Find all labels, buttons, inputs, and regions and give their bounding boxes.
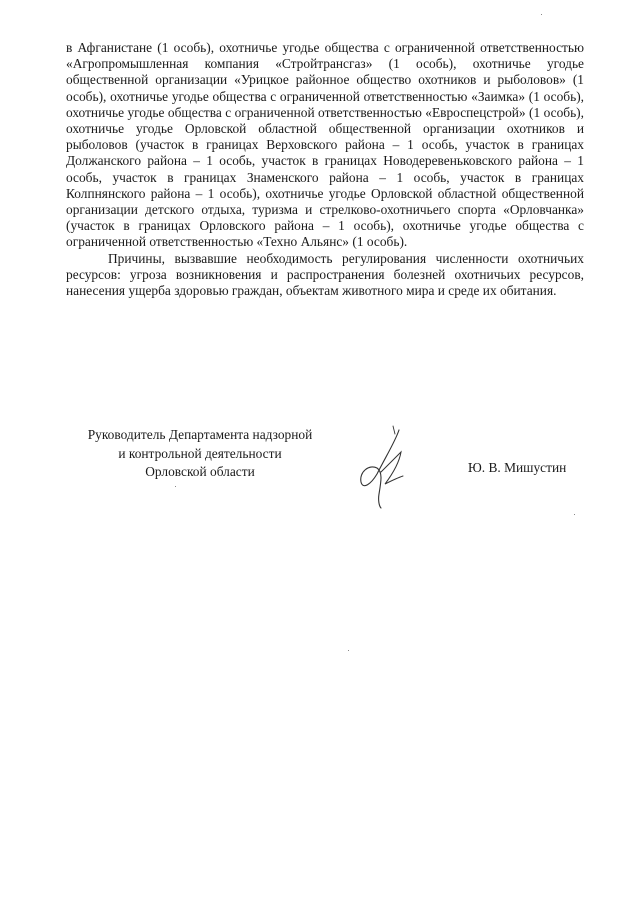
paragraph-hunting-grounds: в Афганистане (1 особь), охотничье угодье общества с ограниченной ответственностью «Агропромышленная компания «Стройтрансгаз» (1 особь), охотничье угодье общественной организации «Урицкое районное общество охотников и рыболовов» (1 особь), охотничье угодье общества с ограниченной ответственностью «Заимка» (1 особь), охотничье угодье общества с ограниченной ответственностью «Евроспецстрой» (1 особь), охотничье угодье Орловской областной общественной организации охотников и рыболовов (участок в границах Верховского района – 1 особь, участок в границах Должанского района – 1 особь, участок в границах Новодеревеньковского района – 1 особь, участок в границах Знаменского района – 1 особь, участок в границах Колпнянского района – 1 особь), охотничье угодье Орловской областной общественной организации детского отдыха, туризма и стрелково-охотничьего спорта «Орловчанка» (участок в границах Орловского района – 1 особь), охотничье угодье общества с ограниченной ответственностью «Техно Альянс» (1 особь).	[66, 40, 584, 250]
paragraph-reasons: Причины, вызвавшие необходимость регулирования численности охотничьих ресурсов: угроза возникновения и распространения болезней охотничьих ресурсов, нанесения ущерба здоровью граждан, объектам животного мира и среде их обитания.	[66, 250, 584, 299]
scan-speck	[541, 14, 542, 15]
scan-speck	[574, 514, 575, 515]
signatory-title-line-2: и контрольной деятельности	[118, 445, 282, 461]
signatory-title-line-1: Руководитель Департамента надзорной	[87, 427, 313, 442]
signatory-title-line-3: Орловской области	[145, 464, 255, 479]
handwritten-signature	[355, 424, 413, 510]
document-body	[66, 40, 584, 299]
scan-speck	[175, 486, 176, 487]
scan-speck	[348, 650, 349, 651]
signatory-title	[66, 426, 334, 482]
signatory-name: Ю. В. Мишустин	[468, 460, 567, 475]
